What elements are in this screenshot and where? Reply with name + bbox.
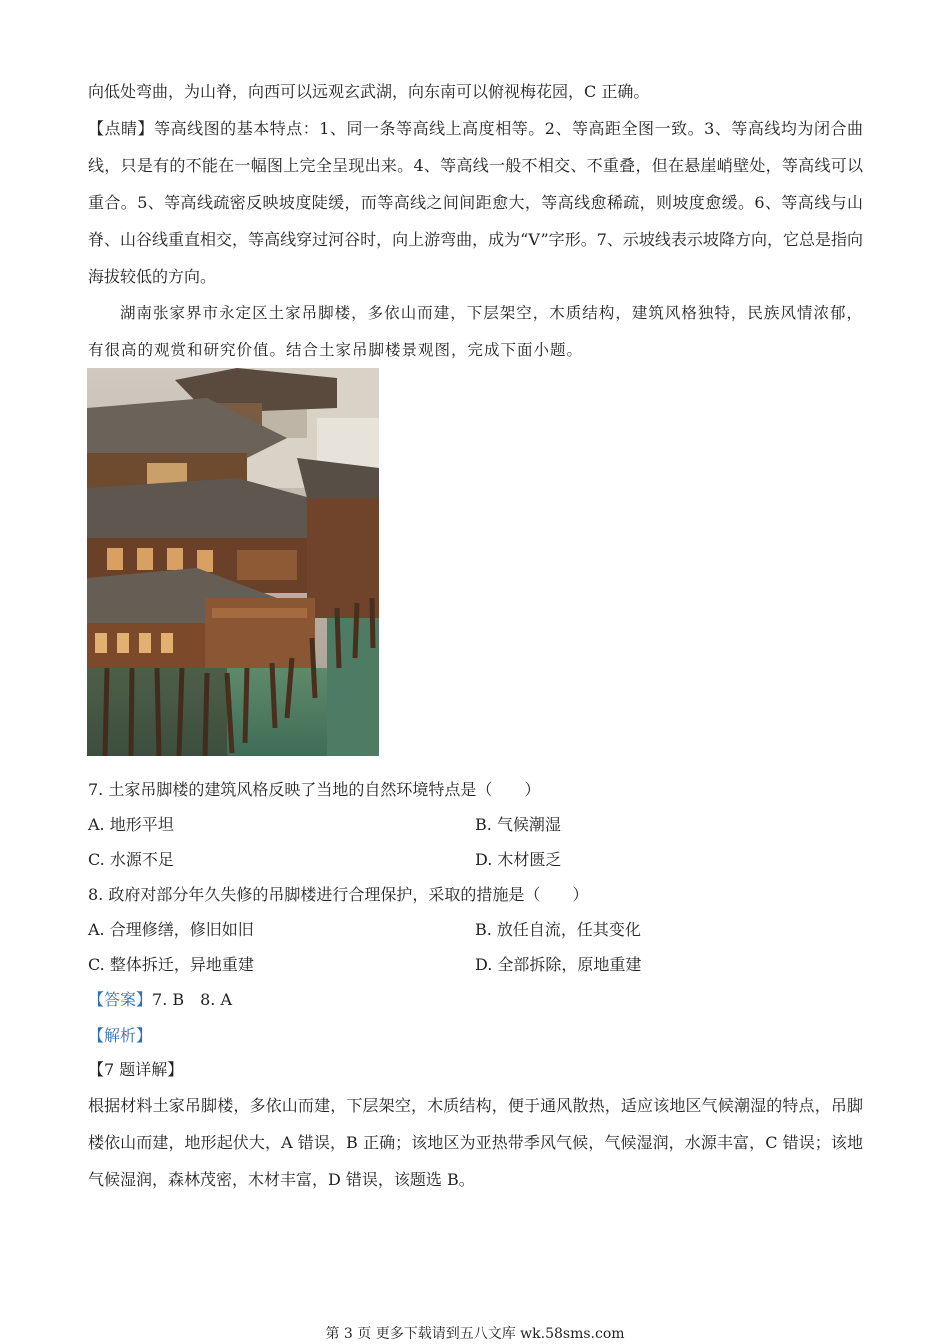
dianjing-tag: 【点睛】 [88,119,155,138]
intro-paragraph [88,73,863,110]
q8-option-a: A. 合理修缮，修旧如旧 [88,920,254,939]
q8-option-c: C. 整体拆迁，异地重建 [88,955,254,974]
q7-option-b: B. 气候潮湿 [475,815,561,834]
detail7-text: 根据材料土家吊脚楼，多依山而建，下层架空，木质结构，便于通风散热，适应该地区气候潮湿的特点，吊脚楼依山而建，地形起伏大，A 错误，B 正确；该地区为亚热带季风气候，气候湿润，水源丰富，C 错误；该地气候湿润，森林茂密，木材丰富，D 错误，该题选 B。 [88,1096,863,1189]
stilt-house-photo-icon [87,368,379,756]
dianjing-paragraph [88,110,863,295]
q7-option-d: D. 木材匮乏 [475,850,562,869]
jiexi-tag: 【解析】 [88,1026,153,1045]
dianjing-text: 等高线图的基本特点：1、同一条等高线上高度相等。2、等高距全图一致。3、等高线均为闭合曲线，只是有的不能在一幅图上完全呈现出来。4、等高线一般不相交、不重叠，但在悬崖峭壁处，等高线可以重合。5、等高线疏密反映坡度陡缓，而等高线之间间距愈大，等高线愈稀疏，则坡度愈缓。6、等高线与山脊、山谷线重直相交，等高线穿过河谷时，向上游弯曲，成为“V”字形。7、示坡线表示坡降方向，它总是指向海拔较低的方向。 [88,119,863,286]
q7-stem: 7. 土家吊脚楼的建筑风格反映了当地的自然环境特点是（ ） [88,780,541,799]
intro-line: 向低处弯曲，为山脊，向西可以远观玄武湖，向东南可以俯视梅花园，C 正确。 [88,82,650,101]
stilt-house-photo [87,368,379,756]
answer-text: 7. B 8. A [152,990,233,1009]
q8-option-d: D. 全部拆除，原地重建 [475,955,642,974]
page-footer: 第 3 页 更多下载请到五八文库 wk.58sms.com [325,1326,625,1342]
answer-line [88,989,232,1011]
detail7-paragraph [88,1087,863,1198]
detail7-tag: 【7 题详解】 [88,1060,184,1079]
q7-option-c: C. 水源不足 [88,850,174,869]
q8-option-b: B. 放任自流，任其变化 [475,920,641,939]
material-text: 湖南张家界市永定区土家吊脚楼，多依山而建，下层架空，木质结构，建筑风格独特，民族风情浓郁，有很高的观赏和研究价值。结合土家吊脚楼景观图，完成下面小题。 [88,304,863,359]
q8-stem: 8. 政府对部分年久失修的吊脚楼进行合理保护，采取的措施是（ ） [88,885,589,904]
answer-tag: 【答案】 [88,990,153,1009]
material-paragraph [88,295,863,369]
q7-option-a: A. 地形平坦 [88,815,174,834]
